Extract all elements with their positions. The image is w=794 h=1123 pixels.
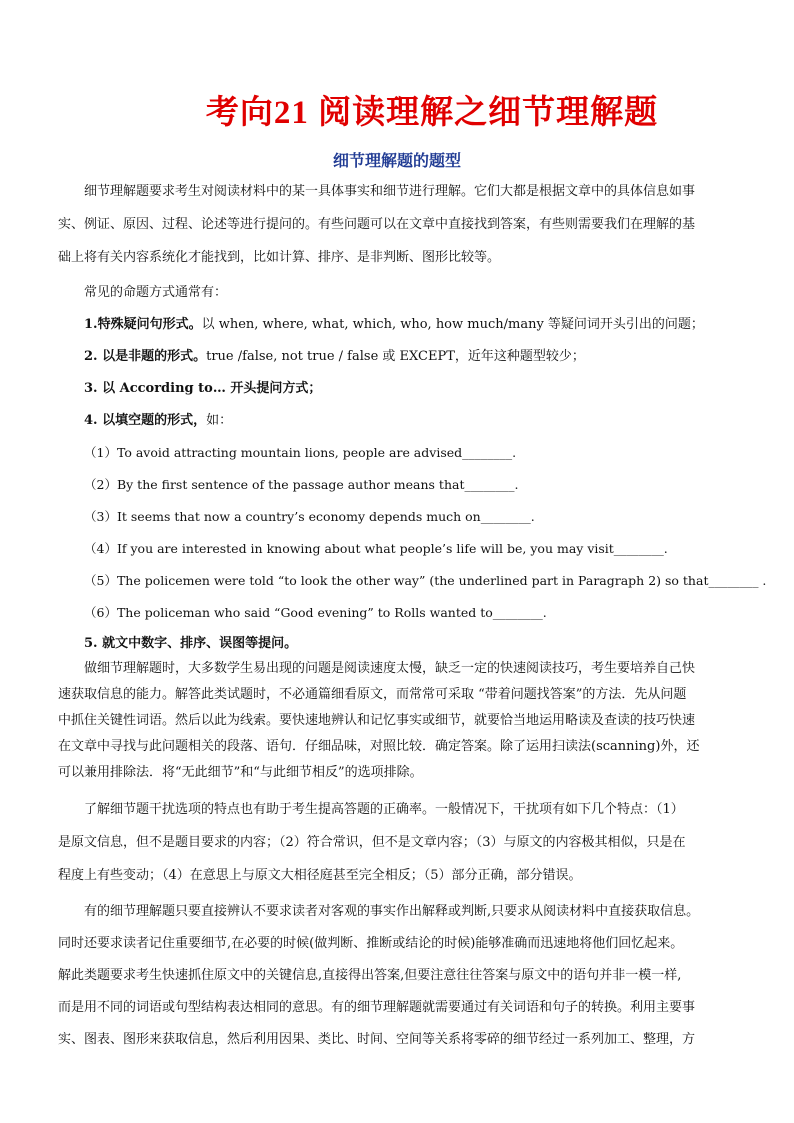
intro-line: 细节理解题要求考生对阅读材料中的某一具体事实和细节进行理解。它们大都是根据文章中的具体信息如事 (84, 184, 696, 199)
intro-line: 实、例证、原因、过程、论述等进行提问的。有些问题可以在文章中直接找到答案，有些则需要我们在理解的基 (58, 217, 696, 232)
form-item-1 (84, 315, 774, 335)
form-item-2 (84, 347, 774, 367)
form-item-label: 1.特殊疑问句形式。 (84, 317, 202, 332)
paragraph-line: 做细节理解题时，大多数学生易出现的问题是阅读速度太慢，缺乏一定的快速阅读技巧，考生要培养自己快 (84, 661, 696, 676)
form-item-label: 2. 以是非题的形式。 (84, 349, 207, 364)
example-item: （1）To avoid attracting mountain lions, people are advised________. (84, 445, 517, 460)
common-forms-label: 常见的命题方式通常有： (84, 285, 228, 300)
paragraph-line: 中抓住关键性词语。然后以此为线索。要快速地辨认和记忆事实或细节，就要恰当地运用略读及查读的技巧快速 (58, 713, 696, 728)
paragraph-line: 同时还要求读者记住重要细节,在必要的时候(做判断、推断或结论的时候)能够准确而迅速地将他们回忆起来。 (58, 936, 684, 951)
paragraph-line: 程度上有些变动；（4）在意思上与原文大相径庭甚至完全相反；（5）部分正确，部分错误。 (58, 868, 582, 883)
form-item-text: 以 when, where, what, which, who, how much/many 等疑问词开头引出的问题； (201, 317, 704, 332)
example-item: （5）The policemen were told “to look the other way” (the underlined part in Paragraph 2) so that________ . (84, 573, 767, 588)
page-title: 考向21 阅读理解之细节理解题 (205, 95, 659, 131)
form-item-4 (84, 411, 774, 431)
example-item: （2）By the first sentence of the passage author means that________. (84, 477, 519, 492)
form-item-text: true /false, not true / false 或 EXCEPT，近年这种题型较少； (206, 349, 585, 364)
paragraph-line: 了解细节题干扰选项的特点也有助于考生提高答题的正确率。一般情况下，干扰项有如下几个特点：（1） (84, 802, 684, 817)
form-item-label: 4. 以填空题的形式， (84, 413, 207, 428)
section-subtitle: 细节理解题的题型 (332, 151, 461, 170)
form-item-label: 3. 以 According to… 开头提问方式； (84, 381, 322, 396)
form-item-5: 5. 就文中数字、排序、误图等提问。 (84, 636, 298, 651)
form-item-text: 如： (206, 413, 233, 428)
paragraph-line: 是原文信息，但不是题目要求的内容；（2）符合常识，但不是文章内容；（3）与原文的内容极其相似，只是在 (58, 835, 686, 850)
example-item: （3）It seems that now a country’s economy depends much on________. (84, 509, 535, 524)
paragraph-line: 而是用不同的词语或句型结构表达相同的意思。有的细节理解题就需要通过有关词语和句子的转换。利用主要事 (58, 1000, 696, 1015)
paragraph-line: 有的细节理解题只要直接辨认不要求读者对客观的事实作出解释或判断,只要求从阅读材料中直接获取信息。 (84, 904, 700, 919)
intro-line: 础上将有关内容系统化才能找到，比如计算、排序、是非判断、图形比较等。 (58, 250, 501, 265)
example-item: （6）The policeman who said “Good evening” to Rolls wanted to________. (84, 605, 547, 620)
paragraph-line: 实、图表、图形来获取信息，然后利用因果、类比、时间、空间等关系将零碎的细节经过一系列加工、整理，方 (58, 1032, 696, 1047)
form-item-3 (84, 379, 774, 399)
example-item: （4）If you are interested in knowing about what people’s life will be, you may visit________. (84, 541, 668, 556)
paragraph-line: 速获取信息的能力。解答此类试题时，不必通篇细看原文，而常常可采取 “带着问题找答案”的方法．先从问题 (58, 687, 687, 702)
paragraph-line: 在文章中寻找与此问题相关的段落、语句．仔细品味，对照比较．确定答案。除了运用扫读法(scanning)外，还 (58, 739, 700, 754)
paragraph-line: 可以兼用排除法．将“无此细节”和“与此细节相反”的选项排除。 (58, 765, 423, 780)
paragraph-line: 解此类题要求考生快速抓住原文中的关键信息,直接得出答案,但要注意往往答案与原文中的语句并非一模一样, (58, 968, 682, 983)
